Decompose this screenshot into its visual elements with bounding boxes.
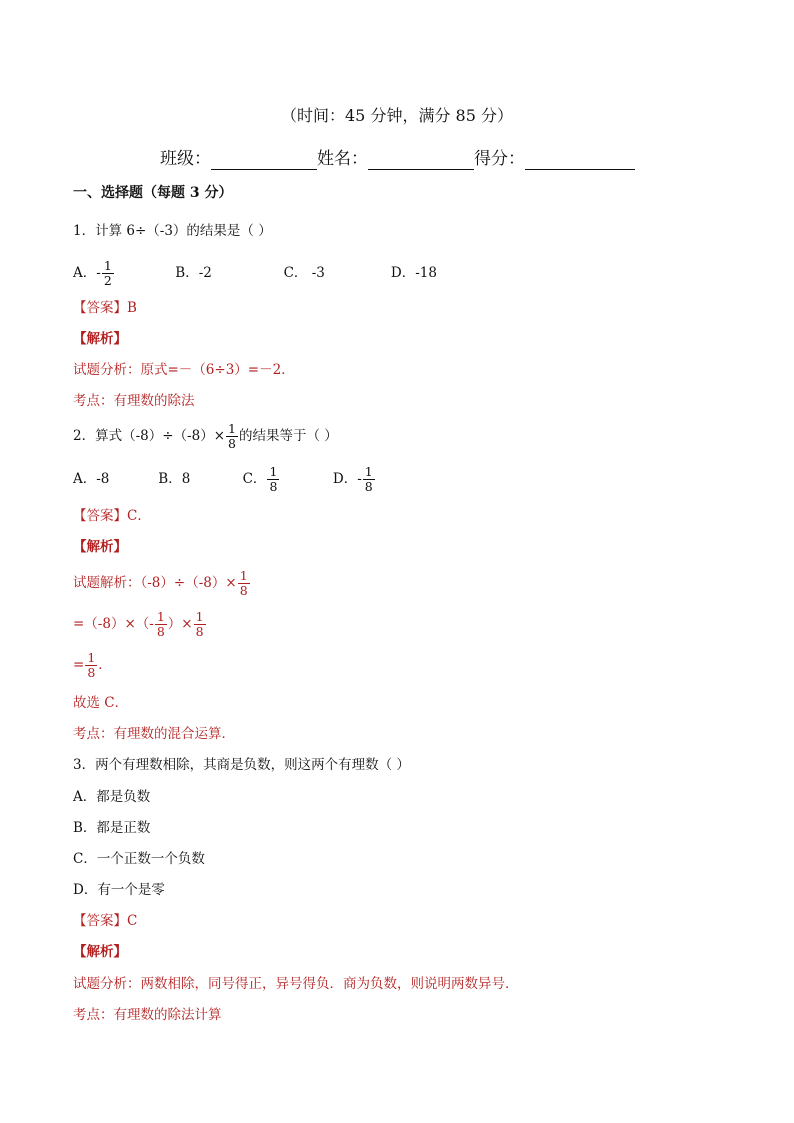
q2-answer: 【答案】C． bbox=[73, 508, 151, 524]
q2-step-1-text: 试题解析：（-8）÷（-8）× bbox=[73, 575, 237, 591]
q2-step-1-fraction bbox=[238, 569, 250, 598]
info-line bbox=[160, 148, 635, 170]
q2-stem-prefix: 2．算式（-8）÷（-8）× bbox=[73, 428, 226, 444]
q1-knowledge-point: 考点：有理数的除法 bbox=[73, 393, 195, 409]
q2-step-2-text: =（-8）×（- bbox=[73, 616, 154, 632]
fraction-denominator: 8 bbox=[364, 479, 373, 494]
q2-step-2-fraction-1 bbox=[155, 610, 167, 639]
q2-option-c-label: C． bbox=[242, 471, 267, 487]
q2-option-c-fraction bbox=[267, 465, 279, 494]
fraction-numerator: 1 bbox=[228, 421, 236, 436]
section-title: 一、选择题（每题 3 分） bbox=[73, 185, 233, 201]
fraction-numerator: 1 bbox=[239, 568, 248, 583]
q3-option-a: A．都是负数 bbox=[73, 789, 151, 805]
q2-option-a: A．-8 bbox=[73, 471, 110, 487]
q3-knowledge-point: 考点：有理数的除法计算 bbox=[73, 1007, 222, 1023]
q1-option-a-label: A．- bbox=[73, 265, 101, 281]
q3-option-d: D．有一个是零 bbox=[73, 882, 165, 898]
q2-option-c bbox=[243, 462, 329, 496]
fraction-denominator: 8 bbox=[228, 436, 236, 451]
fraction-numerator: 1 bbox=[195, 609, 204, 624]
q2-option-b: B．8 bbox=[158, 471, 191, 487]
q1-option-a bbox=[73, 256, 171, 290]
q2-step-3-suffix: ． bbox=[98, 657, 112, 673]
q2-step-2 bbox=[73, 607, 207, 641]
fraction-denominator: 8 bbox=[195, 624, 204, 639]
q1-analysis: 试题分析：原式=－（6÷3）=－2． bbox=[73, 362, 295, 378]
q2-analysis-label: 【解析】 bbox=[73, 539, 127, 555]
q2-option-d-fraction bbox=[363, 465, 375, 494]
score-blank[interactable] bbox=[525, 151, 635, 170]
fraction-denominator: 8 bbox=[87, 665, 96, 680]
fraction-denominator: 8 bbox=[239, 583, 248, 598]
q3-answer: 【答案】C bbox=[73, 913, 138, 929]
q2-step-3 bbox=[73, 648, 112, 682]
q2-option-d bbox=[333, 462, 376, 496]
time-note: （时间：45 分钟，满分 85 分） bbox=[281, 106, 513, 125]
q1-option-b: B．-2 bbox=[175, 265, 212, 281]
class-label: 班级： bbox=[160, 149, 211, 169]
score-label: 得分： bbox=[474, 149, 525, 169]
q3-option-c: C．一个正数一个负数 bbox=[73, 851, 205, 867]
q1-options bbox=[73, 256, 437, 290]
q3-analysis: 试题分析：两数相除，同号得正，异号得负．商为负数，则说明两数异号． bbox=[73, 976, 519, 992]
name-label: 姓名： bbox=[317, 149, 368, 169]
q2-step-3-text: = bbox=[73, 657, 85, 673]
q2-step-2-mid: ）× bbox=[167, 616, 193, 632]
q1-option-c: C． -3 bbox=[283, 265, 325, 281]
q1-stem: 1．计算 6÷（-3）的结果是（ ） bbox=[73, 223, 272, 239]
q2-stem bbox=[73, 419, 338, 453]
q2-step-1 bbox=[73, 566, 251, 600]
q2-option-d-label: D．- bbox=[332, 471, 362, 487]
q1-option-a-fraction bbox=[102, 259, 114, 288]
fraction-numerator: 1 bbox=[269, 464, 278, 479]
fraction-denominator: 8 bbox=[269, 479, 278, 494]
fraction-numerator: 1 bbox=[103, 258, 112, 273]
q1-option-d: D．-18 bbox=[390, 265, 437, 281]
q2-stem-fraction bbox=[226, 422, 238, 451]
fraction-numerator: 1 bbox=[364, 464, 373, 479]
fraction-denominator: 8 bbox=[156, 624, 165, 639]
q3-stem: 3．两个有理数相除，其商是负数，则这两个有理数（ ） bbox=[73, 757, 410, 773]
q2-step-3-fraction bbox=[85, 651, 97, 680]
q3-option-b: B．都是正数 bbox=[73, 820, 151, 836]
q2-knowledge-point: 考点：有理数的混合运算． bbox=[73, 726, 235, 742]
fraction-numerator: 1 bbox=[87, 650, 96, 665]
q3-analysis-label: 【解析】 bbox=[73, 944, 127, 960]
fraction-denominator: 2 bbox=[103, 273, 112, 288]
fraction-numerator: 1 bbox=[156, 609, 165, 624]
q2-conclusion: 故选 C． bbox=[73, 695, 129, 711]
q1-analysis-label: 【解析】 bbox=[73, 331, 127, 347]
q2-step-2-fraction-2 bbox=[194, 610, 206, 639]
q2-stem-suffix: 的结果等于（ ） bbox=[238, 428, 338, 444]
class-blank[interactable] bbox=[211, 151, 317, 170]
q1-answer: 【答案】B bbox=[73, 300, 137, 316]
q2-options bbox=[73, 462, 376, 496]
name-blank[interactable] bbox=[368, 151, 474, 170]
